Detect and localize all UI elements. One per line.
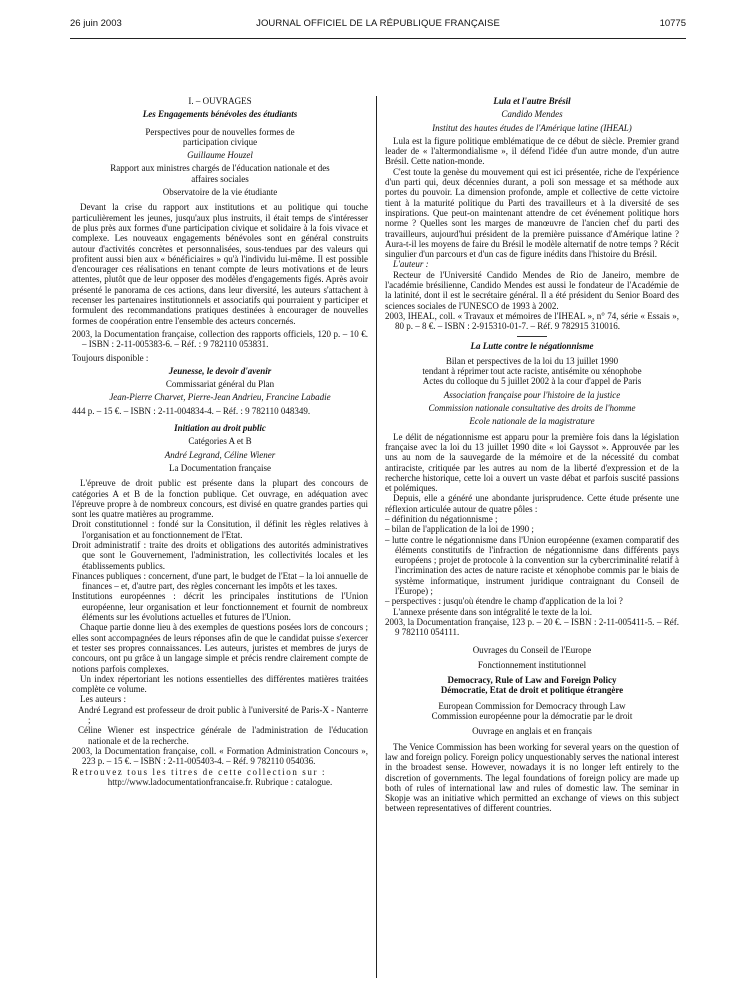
header-rule bbox=[70, 38, 686, 39]
book-description: Chaque partie donne lieu à des exemples de questions posées lors de concours ; elles sont accompagnées de leurs réponses afin de que le candidat puisse s'exercer et tester ses propres connaissances. Les auteurs, juristes et membres de jurys de concours, ont pu grâce à un langage simple et précis rendre clairement compte de notions parfois complexes. bbox=[72, 622, 368, 674]
book-title: Lula et l'autre Brésil bbox=[493, 96, 571, 106]
author-label: L'auteur : bbox=[393, 259, 429, 270]
book-description: C'est toute la genèse du mouvement qui est ici présentée, riche de l'expérience d'un parti qui, deux décennies durant, a poli son message et sa méthode aux portes du pouvoir. La dimension profonde, ample et collective de cette victoire tient à la maturité politique du Parti des travailleurs et à la diversité de ses inspirations. Que peut-on maintenant attendre de cet événement politique hors norme ? Quelles sont les marges de manœuvre de l'ancien chef du parti des travailleurs, aujourd'hui président de la première puissance d'Amérique latine ? Aura-t-il les moyens de faire du Brésil le modèle alternatif de notre temps ? Récit singulier d'un parcours et d'un cas de figure inédits dans l'histoire du Brésil. bbox=[385, 166, 679, 260]
book-publisher: La Documentation française bbox=[169, 462, 271, 473]
header-page-number: 10775 bbox=[659, 18, 686, 29]
right-column bbox=[385, 96, 679, 814]
book-authors: Jean-Pierre Charvet, Pierre-Jean Andrieu, Francine Labadie bbox=[109, 392, 331, 403]
book-description-item: Droit administratif : traite des droits et obligations des autorités administratives que sont le Gouvernement, l'administration, les collectivités locales et les établissements publics. bbox=[72, 539, 368, 571]
author-bio: Céline Wiener est inspectrice générale de l'administration de l'éducation nationale et de la recherche. bbox=[78, 725, 368, 746]
book-publisher: European Commission for Democracy through Law bbox=[438, 700, 626, 711]
book-description: Un index répertoriant les notions essentielles des différentes matières traitées complète ce volume. bbox=[72, 673, 368, 695]
book-author: Guillaume Houzel bbox=[187, 150, 253, 161]
book-publisher: Commissariat général du Plan bbox=[165, 379, 275, 390]
book-subtitle: Actes du colloque du 5 juillet 2002 à la cour d'appel de Paris bbox=[422, 376, 642, 387]
book-reference: 2003, la Documentation française, collection des rapports officiels, 120 p. – 10 €. – ISBN : 2-11-005383-6. – Réf. : 9 782110 053831. bbox=[72, 328, 368, 350]
book-category: Catégories A et B bbox=[188, 436, 252, 447]
book-description: L'annexe présente dans son intégralité le texte de la loi. bbox=[393, 606, 593, 617]
book-publisher: Ecole nationale de la magistrature bbox=[469, 416, 595, 427]
book-reference: 2003, la Documentation française, 123 p. – 20 €. – ISBN : 2-11-005411-5. – Réf. 9 782110 054111. bbox=[385, 616, 679, 638]
book-publisher: Association française pour l'histoire de la justice bbox=[443, 389, 621, 400]
author-bio: Recteur de l'Université Candido Mendes de Rio de Janeiro, membre de l'académie brésilienne, Candido Mendes est aussi le fondateur de l'Académie de la latinité, dont il est le secrétaire général. Il a été président du Senior Board des sciences sociales de l'UNESCO de 1993 à 2002. bbox=[385, 269, 679, 311]
running-header bbox=[70, 18, 686, 34]
book-subtitle: Perspectives pour de nouvelles formes de participation civique bbox=[145, 126, 295, 147]
list-item: – perspectives : jusqu'où étendre le champ d'application de la loi ? bbox=[385, 596, 623, 607]
collection-url[interactable]: http://www.ladocumentationfrancaise.fr. Rubrique : catalogue. bbox=[107, 776, 333, 787]
available-label: Toujours disponible : bbox=[72, 352, 149, 363]
book-title: Initiation au droit public bbox=[174, 423, 266, 434]
book-author: Candido Mendes bbox=[501, 109, 563, 120]
book-language: Ouvrage en anglais et en français bbox=[472, 726, 592, 737]
book-authors: André Legrand, Céline Wiener bbox=[164, 449, 276, 460]
book-description: Devant la crise du rapport aux institutions et au politique qui touche particulièrement les jeunes, jusqu'aux plus instruits, il était temps de s'intéresser de plus près aux formes d'une participation civique et solidaire à la fois vivace et complexe. Les nouveaux engagements bénévoles sont en général construits autour d'activités concrètes et personnalisées, sous-tendues par des valeurs qui profitent aussi bien aux « bénéficiaires » qu'à l'individu lui-même. Il est possible d'encourager ces réalisations en tenant compte de leurs motivations et de leurs attentes, plutôt que de leur opposer des modèles d'engagements figés. Après avoir présenté le panorama de ces actions, dans leur diversité, les auteurs s'attachent à recenser les partenaires institutionnels et associatifs qui pourraient y participer et formulent des recommandations pratiques destinées à encourager de nouvelles formes de coopération entre l'ensemble des acteurs concernés. bbox=[72, 202, 368, 326]
book-title: Jeunesse, le devoir d'avenir bbox=[168, 365, 272, 376]
section-heading: I. – OUVRAGES bbox=[188, 96, 252, 106]
header-journal-title: JOURNAL OFFICIEL DE LA RÉPUBLIQUE FRANÇAISE bbox=[256, 18, 500, 29]
header-date: 26 juin 2003 bbox=[70, 18, 122, 29]
section-subheading: Fonctionnement institutionnel bbox=[477, 659, 587, 670]
book-report: Rapport aux ministres chargés de l'éducation nationale et des affaires sociales bbox=[110, 163, 330, 184]
book-description: Le délit de négationnisme est apparu pour la première fois dans la législation française avec la loi du 13 juillet 1990 dite « loi Gayssot ». Approuvée par les uns au nom de la sauvegarde de la mémoire et de la nécessité du combat antiraciste, critiquée par les autres au nom de la liberté d'expression et de la recherche historique, cette loi a ouvert un vaste débat et parfois suscité passions et polémiques. bbox=[385, 431, 679, 494]
book-description-item: Institutions européennes : décrit les principales institutions de l'Union européenne, leur organisation et leur fonctionnement et fournit de nombreux éléments sur les évolutions actuelles et futures de l'Union. bbox=[72, 591, 368, 623]
book-description: Lula est la figure politique emblématique de ce début de siècle. Premier grand leader de « l'altermondialisme », il défend l'idée d'un autre monde, d'un autre Brésil. Cette nation-monde. bbox=[385, 135, 679, 167]
list-item: – lutte contre le négationnisme dans l'Union européenne (examen comparatif des éléments constitutifs de l'infraction de négationnisme dans différents pays européens ; projet de protocole à la convention sur la cybercriminalité relatif à l'incrimination des actes de nature raciste et xénophobe commis par le biais de système informatique, instrument juridique contraignant du Conseil de l'Europe) ; bbox=[385, 534, 679, 597]
authors-label: Les auteurs : bbox=[80, 694, 126, 705]
book-publisher: Observatoire de la vie étudiante bbox=[162, 187, 278, 198]
book-reference: 2003, la Documentation française, coll. « Formation Administration Concours », 223 p. – 15 €. – ISBN : 2-11-005403-4. – Réf. 9 782110 054036. bbox=[72, 745, 368, 767]
book-reference: 444 p. – 15 €. – ISBN : 2-11-004834-4. – Réf. : 9 782110 048349. bbox=[72, 405, 311, 416]
book-description-item: Droit constitutionnel : fondé sur la Consitution, il définit les règles relatives à l'organisation et au fonctionnement de l'Etat. bbox=[72, 519, 368, 540]
book-description: L'épreuve de droit public est présente dans la plupart des concours de catégories A et B de la fonction publique. Cet ouvrage, en adéquation avec l'épreuve propre à de nombreux concours, est divisé en quatre grandes parties qui sont les quatre matières au programme. bbox=[72, 478, 368, 520]
left-column bbox=[72, 96, 368, 787]
book-subtitle: Bilan et perspectives de la loi du 13 juillet 1990 bbox=[445, 355, 619, 366]
author-bio: André Legrand est professeur de droit public à l'université de Paris-X - Nanterre ; bbox=[78, 704, 368, 726]
book-title: La Lutte contre le négationnisme bbox=[470, 340, 594, 351]
book-subtitle: tendant à réprimer tout acte raciste, antisémite ou xénophobe bbox=[422, 366, 642, 377]
book-publisher: Commission européenne pour la démocratie par le droit bbox=[431, 711, 633, 722]
book-title-fr: Démocratie, Etat de droit et politique étrangère bbox=[440, 685, 624, 696]
section-heading: Ouvrages du Conseil de l'Europe bbox=[472, 644, 592, 655]
book-description-item: Finances publiques : concernent, d'une part, le budget de l'Etat – la loi annuelle de finances – et, d'autre part, des règles concernant les impôts et les taxes. bbox=[72, 570, 368, 592]
book-reference: 2003, IHEAL, coll. « Travaux et mémoires de l'IHEAL », n° 74, série « Essais », 80 p. – 8 €. – ISBN : 2-915310-01-7. – Réf. 9 782915 310016. bbox=[385, 310, 679, 332]
collection-link-label: Retrouvez tous les titres de cette collection sur : bbox=[72, 766, 327, 777]
separator-rule bbox=[517, 336, 547, 337]
column-divider bbox=[376, 96, 377, 978]
book-description: The Venice Commission has been working for several years on the question of law and foreign policy. Foreign policy unquestionably serves the national interest in the broadest sense. However, nowadays it is no longer left entirely to the discretion of governments. The legal foundations of foreign policy are made up both of rules of international law and rules of domestic law. The seminar in Skopje was an initiative which permitted an exchange of views on this subject between representatives of different countries. bbox=[385, 741, 679, 814]
list-item: – définition du négationnisme ; bbox=[385, 513, 498, 524]
book-description: Depuis, elle a généré une abondante jurisprudence. Cette étude présente une réflexion articulée autour de quatre pôles : bbox=[385, 493, 679, 514]
book-publisher: Institut des hautes études de l'Amérique latine (IHEAL) bbox=[432, 122, 632, 133]
book-publisher: Commission nationale consultative des droits de l'homme bbox=[428, 403, 636, 414]
book-title: Les Engagements bénévoles des étudiants bbox=[142, 109, 298, 120]
list-item: – bilan de l'application de la loi de 1990 ; bbox=[385, 524, 534, 535]
book-title: Democracy, Rule of Law and Foreign Policy bbox=[447, 675, 617, 686]
